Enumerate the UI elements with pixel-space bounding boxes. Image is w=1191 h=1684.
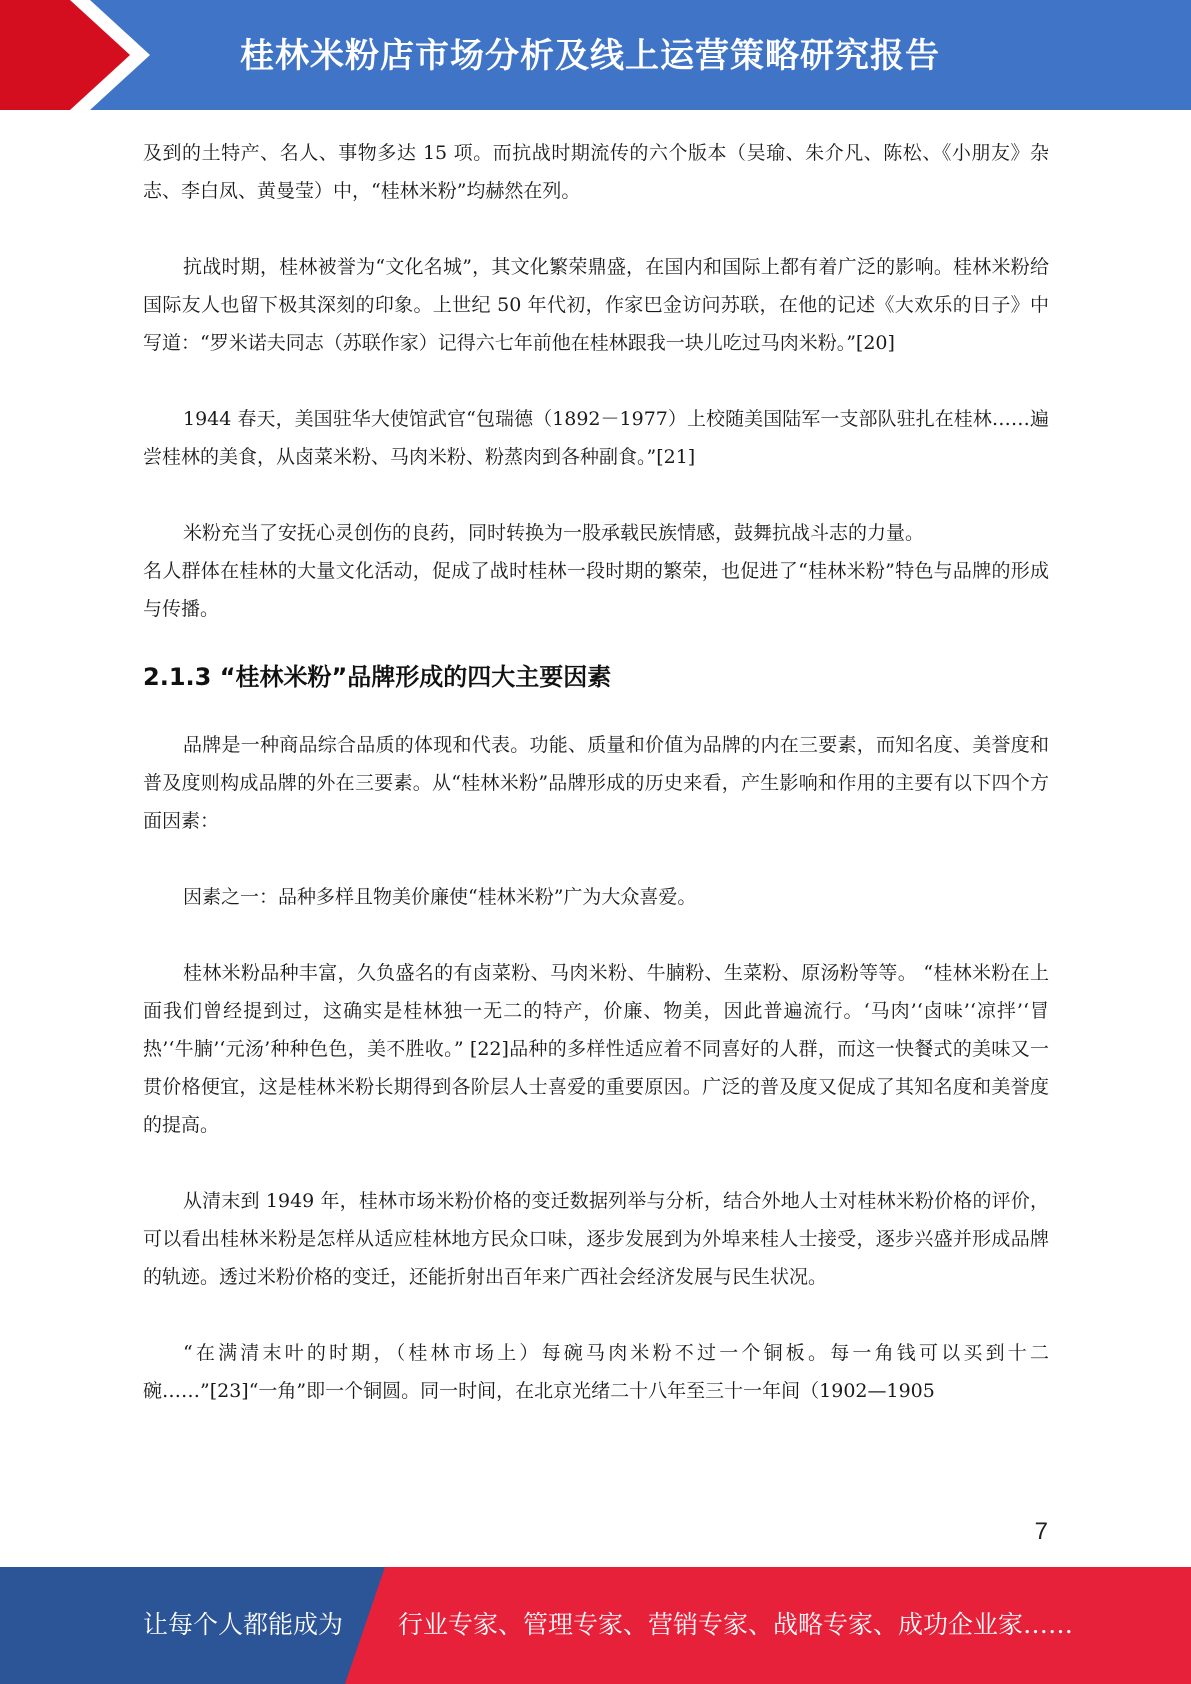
footer-slogan-right: 行业专家、管理专家、营销专家、战略专家、成功企业家…… <box>398 1610 1074 1639</box>
paragraph: 从清末到 1949 年，桂林市场米粉价格的变迁数据列举与分析，结合外地人士对桂林米粉价格的评价，可以看出桂林米粉是怎样从适应桂林地方民众口味，逐步发展到为外埠来桂人士接受，逐步兴盛并形成品牌的轨迹。透过米粉价格的变迁，还能折射出百年来广西社会经济发展与民生状况。 <box>143 1190 1049 1288</box>
page-footer <box>0 1567 1191 1684</box>
footer-slogan-left: 让每个人都能成为 <box>143 1610 344 1639</box>
paragraph: 桂林米粉品种丰富，久负盛名的有卤菜粉、马肉米粉、牛腩粉、生菜粉、原汤粉等等。 “桂林米粉在上面我们曾经提到过，这确实是桂林独一无二的特产，价廉、物美，因此普遍流行。‘马肉’‘卤味’‘凉拌’‘冒热’‘牛腩’‘元汤’种种色色，美不胜收。” [22]品种的多样性适应着不同喜好的人群，而这一快餐式的美味又一贯价格便宜，这是桂林米粉长期得到各阶层人士喜爱的重要原因。广泛的普及度又促成了其知名度和美誉度的提高。 <box>143 962 1049 1136</box>
paragraph: 品牌是一种商品综合品质的体现和代表。功能、质量和价值为品牌的内在三要素，而知名度、美誉度和普及度则构成品牌的外在三要素。从“桂林米粉”品牌形成的历史来看，产生影响和作用的主要有以下四个方面因素： <box>143 734 1049 832</box>
paragraph: 1944 春天，美国驻华大使馆武官“包瑞德（1892－1977）上校随美国陆军一支部队驻扎在桂林……遍尝桂林的美食，从卤菜米粉、马肉米粉、粉蒸肉到各种副食。”[21] <box>143 408 1049 468</box>
paragraph: 米粉充当了安抚心灵创伤的良药，同时转换为一股承载民族情感，鼓舞抗战斗志的力量。 <box>183 522 925 544</box>
report-title: 桂林米粉店市场分析及线上运营策略研究报告 <box>240 36 940 76</box>
header-arrow-decoration <box>0 0 200 110</box>
paragraph: 抗战时期，桂林被誉为“文化名城”，其文化繁荣鼎盛，在国内和国际上都有着广泛的影响。桂林米粉给国际友人也留下极其深刻的印象。上世纪 50 年代初，作家巴金访问苏联，在他的记述《大欢乐的日子》中写道：“罗米诺夫同志（苏联作家）记得六七年前他在桂林跟我一块儿吃过马肉米粉。”[20] <box>143 256 1049 354</box>
paragraph: 因素之一：品种多样且物美价廉使“桂林米粉”广为大众喜爱。 <box>183 886 697 908</box>
page-number: 7 <box>1034 1518 1048 1545</box>
document-body <box>143 134 1049 1410</box>
paragraph: 名人群体在桂林的大量文化活动，促成了战时桂林一段时期的繁荣，也促进了“桂林米粉”特色与品牌的形成与传播。 <box>143 560 1049 620</box>
page-header <box>0 0 1191 110</box>
paragraph: 及到的土特产、名人、事物多达 15 项。而抗战时期流传的六个版本（吴瑜、朱介凡、陈松、《小朋友》杂志、李白凤、黄曼莹）中，“桂林米粉”均赫然在列。 <box>143 142 1049 202</box>
paragraph: “在满清末叶的时期，（桂林市场上）每碗马肉米粉不过一个铜板。每一角钱可以买到十二碗……”[23]“一角”即一个铜圆。同一时间，在北京光绪二十八年至三十一年间（1902—1905 <box>143 1342 1049 1402</box>
section-heading: 2.1.3 “桂林米粉”品牌形成的四大主要因素 <box>143 663 612 691</box>
